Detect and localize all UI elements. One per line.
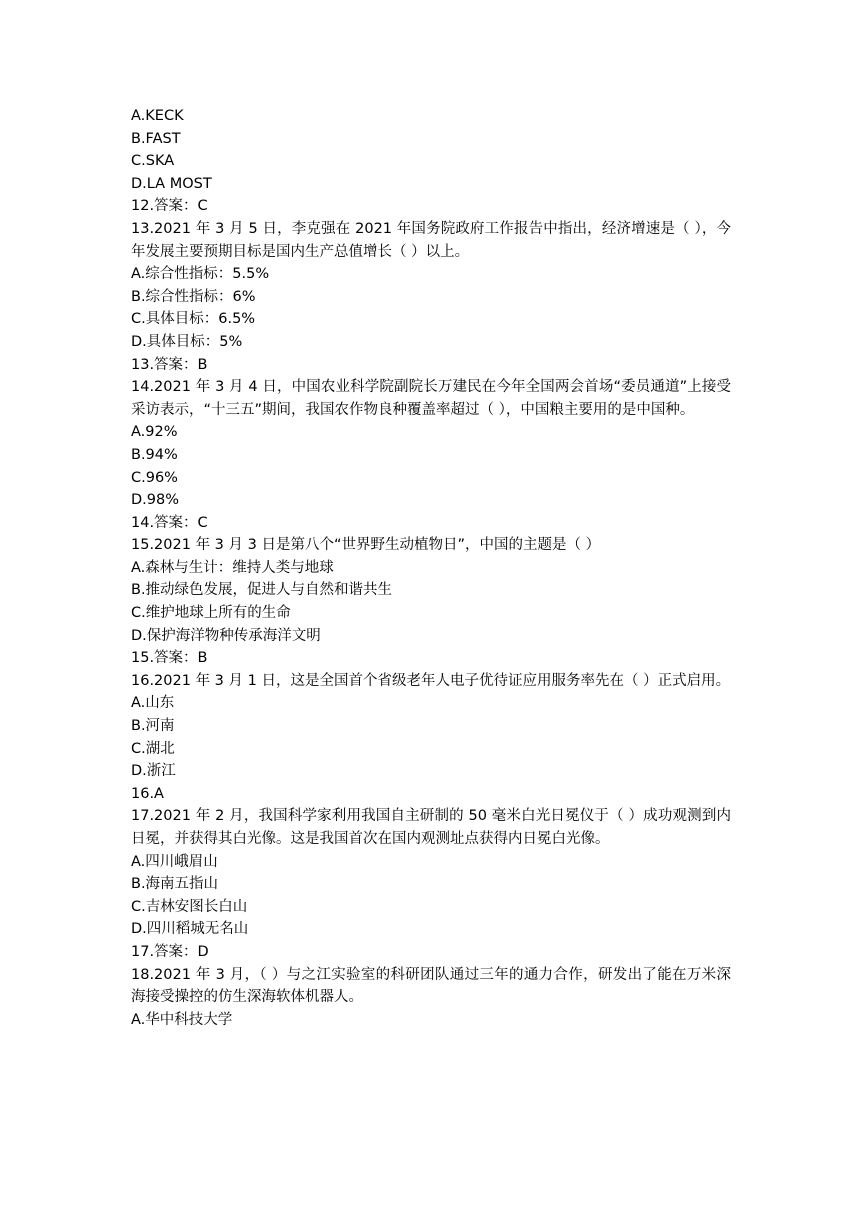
question-15: 15.2021 年 3 月 3 日是第八个“世界野生动植物日”，中国的主题是（ ） (131, 537, 601, 554)
document-body (131, 105, 731, 1031)
option-a-q18: A.华中科技大学 (131, 1011, 233, 1028)
answer-14: 14.答案：C (131, 514, 208, 531)
question-17: 17.2021 年 2 月，我国科学家利用我国自主研制的 50 毫米白光日冕仪于（ ）成功观测到内日冕，并获得其白光像。这是我国首次在国内观测址点获得内日冕白光像。 (131, 808, 731, 847)
option-a-q16: A.山东 (131, 695, 175, 712)
option-b-q16: B.河南 (131, 718, 175, 735)
answer-16: 16.A (131, 785, 164, 802)
option-c-q15: C.维护地球上所有的生命 (131, 605, 291, 622)
option-a-q14: A.92% (131, 424, 178, 441)
option-c-q11: C.SKA (131, 153, 175, 170)
option-d-q17: D.四川稻城无名山 (131, 921, 249, 938)
option-a-q11: A.KECK (131, 108, 184, 124)
option-b-q11: B.FAST (131, 130, 181, 147)
question-14: 14.2021 年 3 月 4 日，中国农业科学院副院长万建民在今年全国两会首场“委员通道”上接受采访表示，“十三五”期间，我国农作物良种覆盖率超过（ ），中国粮主要用的是中国种。 (131, 379, 731, 418)
question-16: 16.2021 年 3 月 1 日，这是全国首个省级老年人电子优待证应用服务率先在（ ）正式启用。 (131, 672, 731, 689)
option-c-q17: C.吉林安图长白山 (131, 898, 248, 915)
option-b-q14: B.94% (131, 446, 178, 463)
option-d-q16: D.浙江 (131, 763, 176, 780)
answer-17: 17.答案：D (131, 943, 209, 960)
option-d-q13: D.具体目标：5% (131, 333, 243, 350)
question-13: 13.2021 年 3 月 5 日，李克强在 2021 年国务院政府工作报告中指出，经济增速是（ ），今年发展主要预期目标是国内生产总值增长（ ）以上。 (131, 220, 731, 260)
answer-15: 15.答案：B (131, 650, 208, 667)
option-c-q16: C.湖北 (131, 740, 175, 757)
option-a-q13: A.综合性指标：5.5% (131, 266, 270, 283)
answer-12: 12.答案：C (131, 198, 208, 215)
option-c-q13: C.具体目标：6.5% (131, 311, 256, 328)
question-18: 18.2021 年 3 月，（ ）与之江实验室的科研团队通过三年的通力合作，研发出了能在万米深海接受操控的仿生深海软体机器人。 (131, 966, 731, 1006)
option-b-q15: B.推动绿色发展，促进人与自然和谐共生 (131, 582, 393, 599)
option-d-q14: D.98% (131, 492, 180, 509)
option-d-q15: D.保护海洋物种传承海洋文明 (131, 627, 321, 644)
answer-13: 13.答案：B (131, 356, 208, 373)
option-b-q17: B.海南五指山 (131, 876, 219, 893)
option-c-q14: C.96% (131, 469, 178, 486)
option-b-q13: B.综合性指标：6% (131, 288, 256, 305)
option-a-q17: A.四川峨眉山 (131, 853, 218, 870)
option-d-q11: D.LA MOST (131, 175, 212, 192)
option-a-q15: A.森林与生计：维持人类与地球 (131, 559, 334, 576)
